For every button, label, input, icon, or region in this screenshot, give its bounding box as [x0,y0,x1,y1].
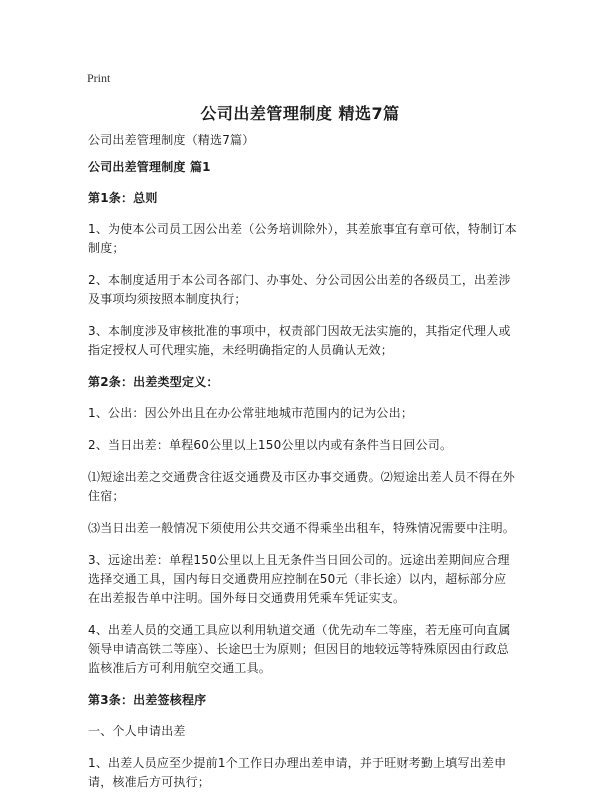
article-3-paragraph-2: 1、出差人员应至少提前1个工作日办理出差申请，并于旺财考勤上填写出差申请，核准后方可执行； [88,756,507,789]
article-1-heading: 第1条：总则 [88,191,158,205]
article-1-paragraph-2: 2、本制度适用于本公司各部门、办事处、分公司因公出差的各级员工，出差涉及事项均须按照本制度执行； [88,273,511,306]
article-3-heading: 第3条：出差签核程序 [88,693,207,707]
article-2-paragraph-2: 2、当日出差：单程60公里以上150公里以内或有条件当日回公司。 [88,438,453,452]
article-2-paragraph-6: 4、出差人员的交通工具应以利用轨道交通（优先动车二等座，若无座可向直属领导申请高铁二等座）、长途巴士为原则；但因目的地较远等特殊原因由行政总监核准后方可利用航空交通工具。 [88,623,511,675]
document-title: 公司出差管理制度 精选7篇 [200,104,400,123]
document-body [88,131,518,805]
section-heading: 公司出差管理制度 篇1 [88,160,211,174]
document-subtitle: 公司出差管理制度（精选7篇） [88,133,255,147]
article-3-paragraph-1: 一、个人申请出差 [88,724,186,738]
article-1-paragraph-1: 1、为使本公司员工因公出差（公务培训除外），其差旅事宜有章可依，特制订本制度； [88,222,517,255]
article-1-paragraph-3: 3、本制度涉及审核批准的事项中，权责部门因故无法实施的，其指定代理人或指定授权人可代理实施，未经明确指定的人员确认无效； [88,324,511,357]
article-2-paragraph-4: ⑶当日出差一般情况下须使用公共交通不得乘坐出租车，特殊情况需要中注明。 [88,521,516,535]
article-2-heading: 第2条：出差类型定义： [88,375,219,389]
article-2-paragraph-5: 3、远途出差：单程150公里以上且无条件当日回公司的。远途出差期间应合理选择交通工具，国内每日交通费用应控制在50元（非长途）以内，超标部分应在出差报告单中注明。国外每日交通费用凭乘车凭证实支。 [88,553,510,605]
article-2-paragraph-1: 1、公出：因公外出且在办公常驻地城市范围内的记为公出； [88,406,414,420]
print-label[interactable]: Print [87,71,111,85]
article-2-paragraph-3: ⑴短途出差之交通费含往返交通费及市区办事交通费。⑵短途出差人员不得在外住宿； [88,470,516,503]
